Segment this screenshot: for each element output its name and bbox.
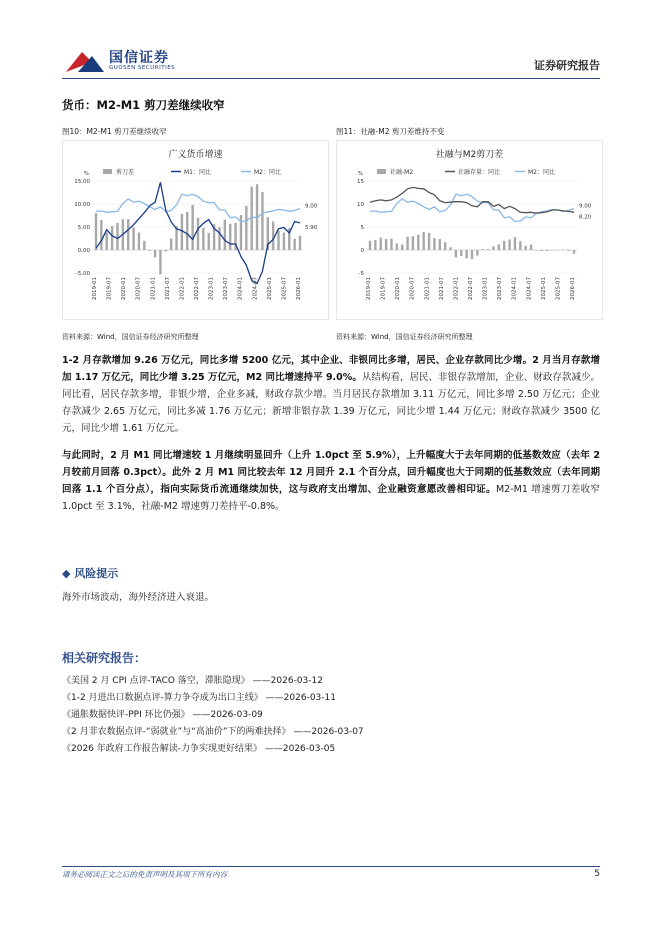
bar xyxy=(476,250,478,256)
series-line xyxy=(370,194,574,221)
x-tick-label: 2026-01 xyxy=(296,277,302,300)
x-tick-label: 2020-01 xyxy=(395,277,402,300)
bar xyxy=(471,250,473,259)
y-tick-label: 10.00 xyxy=(74,202,90,208)
legend-label: 剪刀差 xyxy=(116,169,135,176)
related-report-item[interactable]: 《2026 年政府工作报告解读-力争实现更好结果》 ——2026-03-05 xyxy=(62,744,336,754)
bar xyxy=(412,236,414,250)
bar xyxy=(455,250,457,257)
x-tick-label: 2020-01 xyxy=(121,277,128,300)
bar xyxy=(428,233,430,250)
y-tick-label: -5.00 xyxy=(75,271,90,277)
legend-label: 社融-M2 xyxy=(390,169,414,176)
related-report-item[interactable]: 《2 月非农数据点评-“弱就业”与“高油价”下的两难抉择》 ——2026-03-07 xyxy=(62,727,364,737)
y-tick-label: 5 xyxy=(360,225,364,231)
figure-10-source: 资料来源：Wind，国信证券经济研究所整理 xyxy=(62,333,199,341)
bar xyxy=(439,239,441,250)
legend-label: M2：同比 xyxy=(254,169,281,176)
y-tick-label: 15.00 xyxy=(74,179,90,185)
bar xyxy=(224,220,226,250)
figure-11-source: 资料来源：Wind，国信证券经济研究所整理 xyxy=(336,333,473,341)
bar xyxy=(380,238,382,250)
bar xyxy=(132,227,134,250)
report-type: 证券研究报告 xyxy=(534,59,600,72)
x-tick-label: 2020-07 xyxy=(409,277,416,300)
logo-mark-icon xyxy=(64,44,106,76)
end-value-label: 8.20 xyxy=(579,214,592,221)
series-line xyxy=(96,194,300,221)
header-divider xyxy=(62,78,600,79)
risk-heading xyxy=(62,565,118,581)
bar xyxy=(514,237,516,250)
legend-swatch xyxy=(377,169,386,174)
related-report-item[interactable]: 《美国 2 月 CPI 点评-TACO 落空，滞胀隐现》 ——2026-03-12 xyxy=(62,676,323,686)
x-tick-label: 2025-01 xyxy=(540,277,547,300)
bar xyxy=(449,247,451,250)
bar xyxy=(165,250,167,251)
bar xyxy=(283,233,285,250)
x-tick-label: 2023-07 xyxy=(497,277,504,300)
x-tick-label: 2021-01 xyxy=(424,277,431,300)
section-title: 货币：M2-M1 剪刀差继续收窄 xyxy=(62,98,225,112)
figure-10-caption: 图10：M2-M1 剪刀差继续收窄 xyxy=(62,127,167,136)
bar xyxy=(546,250,548,251)
x-tick-label: 2019-07 xyxy=(380,277,387,300)
y-tick-label: -5 xyxy=(358,271,364,277)
bar xyxy=(390,239,392,251)
bar xyxy=(530,244,532,250)
bar xyxy=(95,213,97,250)
related-reports-heading: 相关研究报告： xyxy=(62,651,147,665)
bar xyxy=(503,241,505,250)
bar xyxy=(154,250,156,257)
x-tick-label: 2023-01 xyxy=(208,277,215,300)
figure-11-caption: 图11：社融-M2 剪刀差维持不变 xyxy=(336,127,445,136)
bar xyxy=(277,231,279,250)
x-tick-label: 2021-07 xyxy=(164,277,171,300)
x-tick-label: 2025-07 xyxy=(281,277,288,300)
x-tick-label: 2022-07 xyxy=(194,277,200,300)
bar xyxy=(396,244,398,250)
bar xyxy=(385,239,387,250)
x-tick-label: 2019-01 xyxy=(92,277,98,300)
y-unit-label: % xyxy=(83,171,89,177)
bar xyxy=(492,246,494,250)
x-tick-label: 2024-07 xyxy=(526,277,533,300)
y-tick-label: 10 xyxy=(357,202,364,208)
bar xyxy=(401,244,403,250)
y-unit-label: % xyxy=(357,171,363,177)
x-tick-label: 2025-01 xyxy=(266,277,273,300)
bar xyxy=(106,233,108,250)
bar xyxy=(498,244,500,250)
bar xyxy=(191,205,193,250)
x-tick-label: 2023-01 xyxy=(482,277,489,300)
bar xyxy=(562,250,564,251)
paragraph-m1-bold: 与此同时，2 月 M1 同比增速较 1 月继续明显回升（上升 1.0pct 至 5.9%），上升幅度大于去年同期的低基数效应（去年 2 月较前月回落 0.3pct）。此外 2 月 M1 同比较去年 12 月回升 2.1 个百分点，回升幅度也大于同期的低基数效应（去年同期回落 1.1 个百分点），指向实际货币流通继续加快，这与政府支出增加、企业融资意愿改善相印证。 xyxy=(62,450,600,495)
x-tick-label: 2024-01 xyxy=(237,277,244,300)
chart-tsf-m2-svg xyxy=(337,141,602,319)
x-tick-label: 2020-07 xyxy=(135,277,142,300)
paragraph-deposits xyxy=(62,352,600,437)
legend-label: M1：同比 xyxy=(184,169,211,176)
y-tick-label: 15 xyxy=(357,179,364,185)
bar xyxy=(524,246,526,250)
bar xyxy=(229,224,231,250)
bar xyxy=(417,235,419,250)
bar xyxy=(567,250,569,251)
bar xyxy=(487,249,489,250)
legend-swatch xyxy=(103,169,112,174)
end-value-label: 5.90 xyxy=(305,224,318,231)
bar xyxy=(116,223,118,250)
bar xyxy=(433,238,435,250)
legend-label: 社融存量：同比 xyxy=(458,169,501,176)
bar xyxy=(197,218,199,250)
end-value-label: 9.00 xyxy=(579,203,592,210)
bar xyxy=(186,212,188,250)
x-tick-label: 2026-01 xyxy=(570,277,576,300)
bar xyxy=(138,233,140,250)
risk-heading-text: 风险提示 xyxy=(74,567,119,580)
logo-cn-text: 国信证券 xyxy=(109,50,169,66)
bar xyxy=(245,206,247,250)
x-tick-label: 2023-07 xyxy=(223,277,230,300)
x-tick-label: 2024-01 xyxy=(511,277,518,300)
bar xyxy=(519,241,521,250)
bar xyxy=(551,250,553,251)
bar xyxy=(406,237,408,250)
bar xyxy=(541,250,543,251)
bar xyxy=(202,228,204,250)
logo-en-text: GUOSEN SECURITIES xyxy=(109,65,176,71)
page-number: 5 xyxy=(594,869,600,879)
chart-broad-money-svg xyxy=(63,141,328,319)
bar xyxy=(293,239,295,250)
chart-title: 广义货币增速 xyxy=(168,150,223,160)
bar xyxy=(148,250,150,251)
chart-tsf-m2 xyxy=(336,140,603,320)
bar xyxy=(159,250,161,274)
x-tick-label: 2022-01 xyxy=(179,277,186,300)
bar xyxy=(143,241,145,250)
bar xyxy=(557,250,559,251)
related-report-item[interactable]: 《通胀数据快评-PPI 环比仍强》 ——2026-03-09 xyxy=(62,710,263,720)
bar xyxy=(208,233,210,250)
paragraph-m1 xyxy=(62,447,600,515)
legend-label: M2：同比 xyxy=(528,169,555,176)
bar xyxy=(111,226,113,250)
x-tick-label: 2022-07 xyxy=(468,277,474,300)
bar xyxy=(100,220,102,250)
x-tick-label: 2022-01 xyxy=(453,277,460,300)
chart-broad-money xyxy=(62,140,329,320)
bar xyxy=(272,221,274,250)
bar xyxy=(460,250,462,256)
bar xyxy=(127,219,129,250)
chart-title: 社融与M2剪刀差 xyxy=(435,150,504,160)
bar xyxy=(261,192,263,250)
paragraph-deposits-rest: 从结构看，居民、非银存款增加，企业、财政存款减少。同比看，居民存款多增，非银少增，企业多减，财政存款少增。当月居民存款增加 3.11 万亿元，同比多增 2.50 万亿元；企业存款减少 2.65 万亿元，同比多减 1.76 万亿元；新增非银存款 1.39 万亿元，同比少增 1.44 万亿元；财政存款减少 3500 亿元，同比少增 1.61 万亿元。 xyxy=(62,372,600,434)
x-tick-label: 2021-01 xyxy=(150,277,157,300)
bar xyxy=(482,249,484,250)
bar xyxy=(465,250,467,258)
x-tick-label: 2019-01 xyxy=(366,277,372,300)
x-tick-label: 2021-07 xyxy=(438,277,445,300)
bar xyxy=(535,250,537,251)
bar xyxy=(573,250,575,254)
x-tick-label: 2025-07 xyxy=(555,277,562,300)
x-tick-label: 2024-07 xyxy=(252,277,259,300)
related-report-item[interactable]: 《1-2 月进出口数据点评-算力争夺成为出口主线》 ——2026-03-11 xyxy=(62,693,336,703)
bar xyxy=(299,236,301,250)
y-tick-label: 0.00 xyxy=(77,248,90,254)
diamond-icon: ◆ xyxy=(62,567,71,580)
y-tick-label: 5.00 xyxy=(77,225,90,231)
risk-text: 海外市场波动，海外经济进入衰退。 xyxy=(62,592,215,603)
bar xyxy=(444,242,446,250)
bar xyxy=(374,240,376,250)
y-tick-label: 0 xyxy=(360,248,364,254)
footer-disclaimer: 请务必阅读正文之后的免责声明及其项下所有内容 xyxy=(62,870,227,879)
end-value-label: 9.00 xyxy=(305,203,318,210)
paragraph-deposits-bold: 1-2 月存款增加 9.26 万亿元，同比多增 5200 亿元，其中企业、非银同比多增，居民、企业存款同比少增。2 月当月存款增加 1.17 万亿元，同比少增 3.25 万亿元，M2 同比增速持平 9.0%。 xyxy=(62,355,600,383)
bar xyxy=(422,232,424,250)
paragraph-m1-rest: M2-M1 增速剪刀差收窄 1.0pct 至 3.1%，社融-M2 增速剪刀差持平-0.8%。 xyxy=(62,484,600,512)
bar xyxy=(170,239,172,251)
x-tick-label: 2019-07 xyxy=(106,277,113,300)
bar xyxy=(218,227,220,250)
company-logo xyxy=(64,44,184,76)
bar xyxy=(369,241,371,250)
footer-divider xyxy=(62,866,600,867)
bar xyxy=(508,239,510,250)
